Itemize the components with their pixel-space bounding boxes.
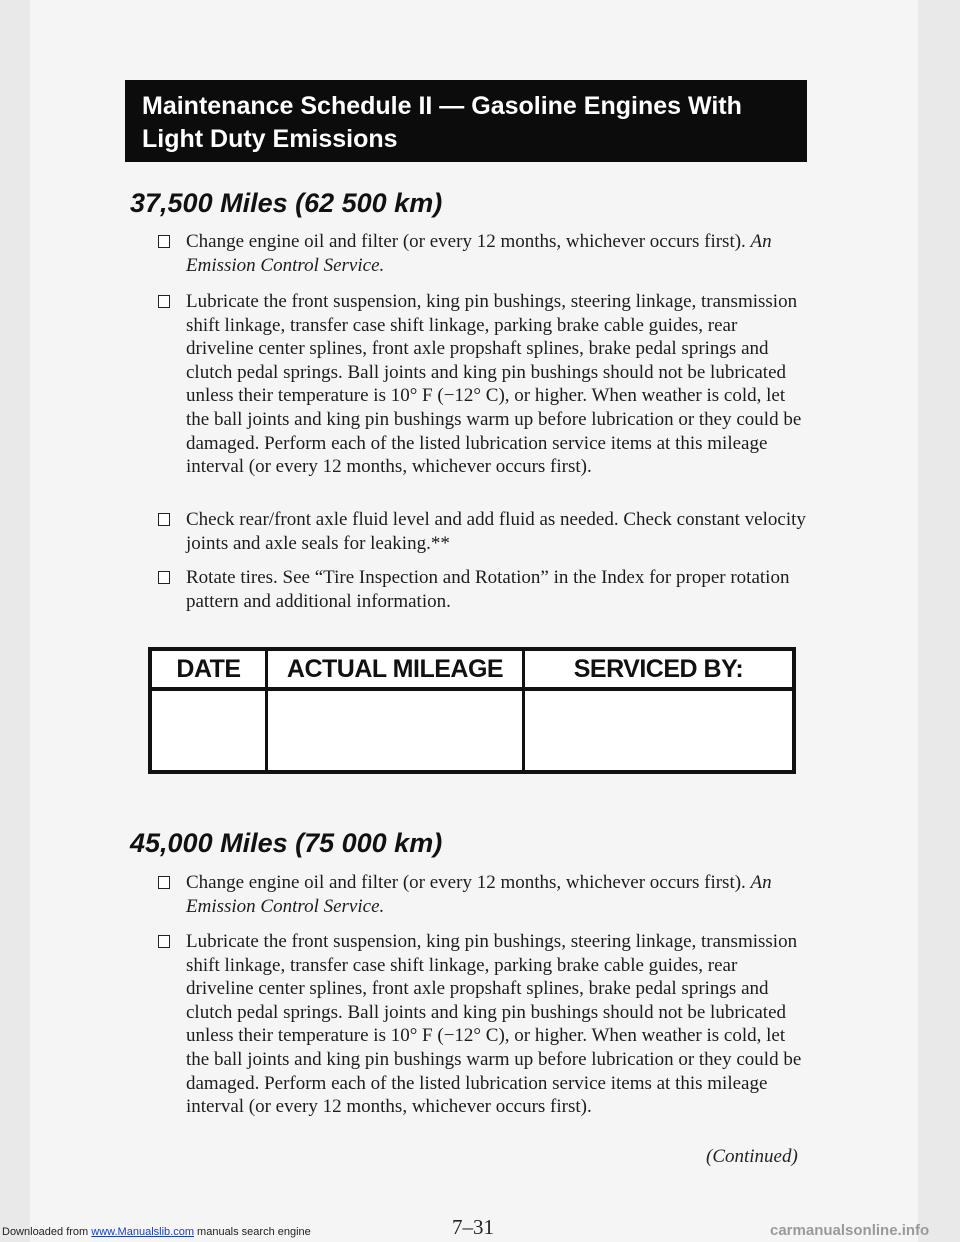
checkbox-icon[interactable] xyxy=(158,295,170,308)
service-log-table xyxy=(148,647,796,774)
checklist-item: Lubricate the front suspension, king pin bushings, steering linkage, transmission shift linkage, transfer case shift linkage, parking brake cable guides, rear driveline center splines, front axle propshaft splines, brake pedal springs and clutch pedal springs. Ball joints and king pin bushings should not be lubricated unless their temperature is 10° F (−12° C), or higher. When weather is cold, let the ball joints and king pin bushings warm up before lubrication or they could be damaged. Perform each of the listed lubrication service items at this mileage interval (or every 12 months, whichever occurs first). xyxy=(186,930,806,1119)
footer-watermark: carmanualsonline.info xyxy=(770,1222,930,1239)
banner-line-2: Light Duty Emissions xyxy=(142,125,398,153)
checklist-item: Lubricate the front suspension, king pin bushings, steering linkage, transmission shift linkage, transfer case shift linkage, parking brake cable guides, rear driveline center splines, front axle propshaft splines, brake pedal springs and clutch pedal springs. Ball joints and king pin bushings should not be lubricated unless their temperature is 10° F (−12° C), or higher. When weather is cold, let the ball joints and king pin bushings warm up before lubrication or they could be damaged. Perform each of the listed lubrication service items at this mileage interval (or every 12 months, whichever occurs first). xyxy=(186,290,806,479)
serviced-by-entry-cell[interactable] xyxy=(524,689,795,772)
continued-label: (Continued) xyxy=(706,1146,798,1167)
checkbox-icon[interactable] xyxy=(158,876,170,889)
checklist-item: Rotate tires. See “Tire Inspection and Rotation” in the Index for proper rotation pattern and additional information. xyxy=(186,566,806,613)
checklist-item: Change engine oil and filter (or every 12 months, whichever occurs first). An Emission Control Service. xyxy=(186,871,806,918)
checkbox-icon[interactable] xyxy=(158,571,170,584)
mileage-entry-cell[interactable] xyxy=(267,689,524,772)
header-actual-mileage: ACTUAL MILEAGE xyxy=(267,649,524,689)
banner-line-1: Maintenance Schedule II — Gasoline Engines With xyxy=(142,92,742,120)
section-heading-37500: 37,500 Miles (62 500 km) xyxy=(130,188,443,218)
checkbox-icon[interactable] xyxy=(158,235,170,248)
page-number: 7–31 xyxy=(452,1215,494,1239)
checkbox-icon[interactable] xyxy=(158,513,170,526)
checklist-item: Check rear/front axle fluid level and add fluid as needed. Check constant velocity joints and axle seals for leaking.** xyxy=(186,508,806,555)
emission-note: An Emission Control Service. xyxy=(186,231,772,276)
date-entry-cell[interactable] xyxy=(150,689,267,772)
section-heading-45000: 45,000 Miles (75 000 km) xyxy=(130,828,443,858)
header-serviced-by: SERVICED BY: xyxy=(524,649,795,689)
header-date: DATE xyxy=(150,649,267,689)
footer-download-note: Downloaded from www.Manualslib.com manuals search engine xyxy=(2,1226,311,1238)
page-banner xyxy=(125,80,807,162)
checklist-item: Change engine oil and filter (or every 12 months, whichever occurs first). An Emission Control Service. xyxy=(186,230,806,277)
checkbox-icon[interactable] xyxy=(158,935,170,948)
emission-note: An Emission Control Service. xyxy=(186,872,772,917)
manualslib-link[interactable]: www.Manualslib.com xyxy=(91,1226,194,1238)
